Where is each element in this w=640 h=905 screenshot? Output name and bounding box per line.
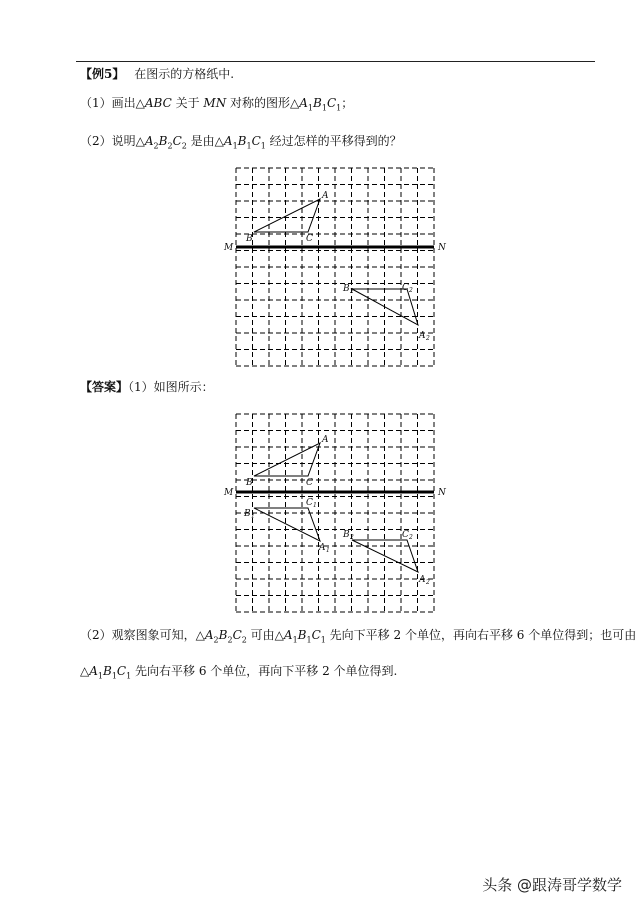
- label-b: B: [246, 478, 253, 488]
- q1-sub: 1: [336, 103, 342, 113]
- answer-sub: 1: [306, 635, 312, 645]
- answer-a1: A: [89, 664, 98, 678]
- q2-sub: 1: [260, 141, 266, 151]
- answer-sub: 1: [292, 635, 298, 645]
- label-c: C: [306, 478, 313, 488]
- q2-sub: 2: [181, 141, 187, 151]
- label-c2-sub: 2: [409, 534, 413, 541]
- label-b2: B: [343, 530, 350, 540]
- answer-sub: 1: [97, 671, 103, 681]
- q2-a: A: [144, 134, 154, 148]
- q1-c: C: [326, 96, 337, 110]
- q1-text-c: 对称的图形△: [226, 96, 300, 110]
- label-b: B: [246, 234, 253, 244]
- q2-text-c: 经过怎样的平移得到的？: [265, 134, 402, 148]
- answer-part2-line1: [80, 627, 636, 648]
- watermark: 头条 @跟涛哥学数学: [482, 876, 622, 894]
- answer-part1: （1）如图所示：: [128, 380, 214, 394]
- label-n: N: [438, 243, 446, 253]
- q2-text-a: 说明△: [111, 134, 145, 148]
- answer-sub: 1: [126, 671, 132, 681]
- triangle-abc: [254, 199, 320, 232]
- answer-p2-d: △: [80, 664, 90, 678]
- q1-text-b: 关于: [171, 96, 204, 110]
- label-c: C: [306, 234, 313, 244]
- q2-c: C: [172, 134, 182, 148]
- q1-end: ；: [341, 96, 354, 110]
- q2-a: A: [223, 134, 233, 148]
- q1-a: A: [299, 96, 308, 110]
- label-c1-sub: 1: [313, 502, 317, 509]
- triangle-a2b2c2: [352, 289, 418, 325]
- label-a1-sub: 1: [326, 547, 330, 554]
- answer-a1: A: [283, 628, 293, 642]
- label-b2-sub: 2: [350, 288, 354, 295]
- answer-c1: C: [311, 628, 321, 642]
- question-grid: [236, 168, 434, 366]
- answer-b2: B: [218, 628, 228, 642]
- label-a2: A: [419, 575, 426, 585]
- answer-sub: 1: [111, 671, 117, 681]
- answer-grid: [236, 414, 434, 612]
- answer-a2: A: [204, 628, 214, 642]
- q1-abc: ABC: [144, 96, 172, 110]
- q2-number: （2）: [80, 134, 112, 148]
- answer-p2-e: 先向右平移 6 个单位，再向下平移 2 个单位得到.: [131, 664, 398, 678]
- label-a2: A: [419, 331, 426, 341]
- label-c1: C: [306, 498, 313, 508]
- q1-sub: 1: [307, 103, 314, 113]
- q2-sub: 1: [232, 141, 238, 151]
- question-1: [80, 95, 353, 116]
- answer-sub: 2: [213, 635, 219, 645]
- answer-p2-b: 可由△: [246, 628, 284, 642]
- answer-part2-line2: [80, 663, 397, 684]
- label-a: A: [322, 435, 329, 445]
- label-c2: C: [402, 530, 409, 540]
- q1-mn: MN: [203, 96, 227, 110]
- answer-b1: B: [103, 664, 112, 678]
- label-a1: A: [319, 543, 326, 553]
- label-c2-sub: 2: [409, 287, 413, 294]
- answer-p2-number: （2）: [80, 628, 112, 642]
- q1-text-a: 画出△: [111, 96, 145, 110]
- label-m: M: [224, 488, 234, 498]
- q2-sub: 2: [167, 141, 173, 151]
- label-a2-sub: 2: [426, 335, 430, 342]
- answer-heading: [80, 379, 214, 395]
- answer-c1: C: [116, 664, 127, 678]
- q2-text-b: 是由△: [186, 134, 224, 148]
- label-c2: C: [402, 283, 409, 293]
- label-a: A: [322, 191, 329, 201]
- label-n: N: [438, 488, 446, 498]
- answer-p2-c: 先向下平移 2 个单位，再向右平移 6 个单位得到；也可由: [325, 628, 637, 642]
- answer-figure: [222, 406, 444, 606]
- label-m: M: [224, 243, 234, 253]
- q1-number: （1）: [80, 96, 112, 110]
- answer-c2: C: [232, 628, 242, 642]
- answer-tag: 【答案】: [80, 380, 129, 394]
- example-heading: [80, 66, 234, 82]
- q2-b: B: [237, 134, 247, 148]
- question-2: [80, 133, 402, 154]
- q2-sub: 2: [153, 141, 159, 151]
- q1-sub: 1: [321, 103, 327, 113]
- example-tag: 【例5】: [80, 67, 125, 81]
- question-figure: [222, 160, 444, 360]
- header-rule: [76, 61, 595, 62]
- label-b2-sub: 2: [350, 534, 354, 541]
- triangle-abc: [254, 443, 320, 476]
- label-b1: B: [244, 509, 251, 519]
- answer-p2-a: 观察图象可知，△: [111, 628, 205, 642]
- label-b1-sub: 1: [251, 513, 255, 520]
- label-a2-sub: 2: [426, 579, 430, 586]
- q2-c: C: [251, 134, 261, 148]
- answer-b1: B: [297, 628, 307, 642]
- q2-b: B: [158, 134, 168, 148]
- q1-b: B: [313, 96, 322, 110]
- answer-sub: 1: [320, 635, 326, 645]
- example-intro: 在图示的方格纸中.: [134, 67, 235, 81]
- answer-sub: 2: [241, 635, 247, 645]
- answer-sub: 2: [227, 635, 233, 645]
- label-b2: B: [343, 284, 350, 294]
- q2-sub: 1: [246, 141, 252, 151]
